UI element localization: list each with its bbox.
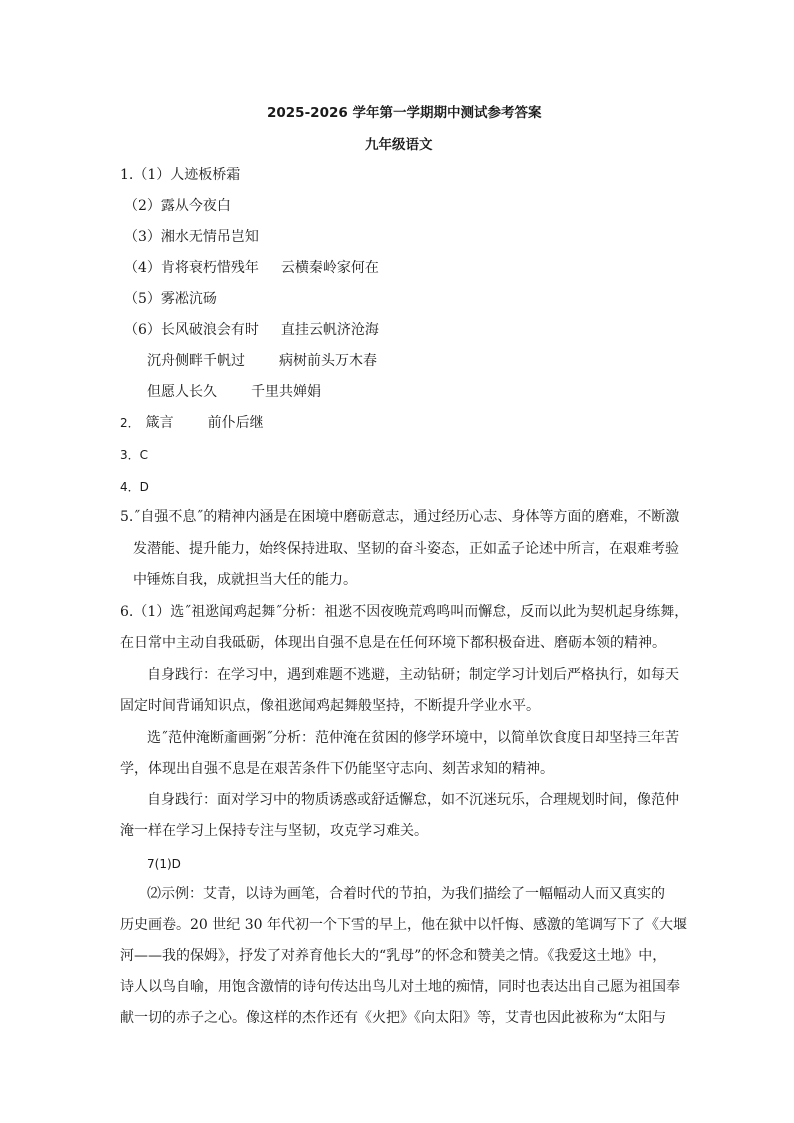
q3-answer: 3．C [120, 448, 149, 462]
q5-line-1: 5.˝自强不息˝的精神内涵是在困境中磨砺意志，通过经历心志、身体等方面的磨难，不断激 [120, 509, 680, 525]
q1-answer-6-part4: 病树前头万木春 [279, 353, 377, 369]
q5-line-2: 发潜能、提升能力，始终保持进取、坚韧的奋斗姿态，正如孟子论述中所言，在艰难考验 [133, 541, 679, 557]
q1-answer-6-line3 [147, 383, 321, 401]
q7-line-3: 历史画卷。20 世纪 30 年代初一个下雪的早上，他在狱中以忏悔、感激的笔调写下了《大堰 [120, 917, 687, 933]
q7-line-4: 河——我的保姆》，抒发了对养育他长大的“乳母”的怀念和赞美之情。《我爱这土地》中， [120, 948, 667, 964]
q4-answer: 4．D [120, 480, 149, 494]
q1-answer-3: （3）湘水无情吊岂知 [124, 229, 259, 245]
q1-answer-6-part1: （6）长风破浪会有时 [124, 322, 259, 338]
q1-answer-6-part2: 直挂云帆济沧海 [280, 322, 379, 338]
q6-line-3: 自身践行：在学习中，遇到难题不逃避，主动钻研；制定学习计划后严格执行，如每天 [147, 667, 679, 683]
q6-line-8: 淹一样在学习上保持专注与坚韧，攻克学习难关。 [120, 823, 428, 839]
q2-answer-a: 箴言 [145, 415, 174, 431]
q1-answer-4-part2: 云横秦岭家何在 [280, 260, 379, 276]
q7-line-5: 诗人以鸟自喻，用饱含激情的诗句传达出鸟儿对土地的痴情，同时也表达出自己愿为祖国奉 [120, 979, 680, 995]
q6-line-6: 学，体现出自强不息是在艰苦条件下仍能坚守志向、刻苦求知的精神。 [120, 761, 554, 777]
q1-answer-1: 1.（1）人迹板桥霜 [120, 167, 241, 183]
q6-line-5: 选˝范仲淹断齑画粥˝分析：范仲淹在贫困的修学环境中，以简单饮食度日却坚持三年苦 [147, 730, 679, 746]
q6-line-4: 固定时间背诵知识点，像祖逖闻鸡起舞般坚持，不断提升学业水平。 [120, 698, 540, 714]
q1-answer-6-part5: 但愿人长久 [147, 384, 217, 400]
q1-answer-6-line2 [147, 352, 377, 370]
q1-answer-6 [124, 321, 379, 339]
q6-line-7: 自身践行：面对学习中的物质诱惑或舒适懈怠，如不沉迷玩乐，合理规划时间，像范仲 [147, 792, 679, 808]
q5-line-3: 中锤炼自我，成就担当大任的能力。 [133, 572, 357, 588]
q1-answer-2: （2）露从今夜白 [124, 198, 231, 214]
document-title: 2025-2026 学年第一学期期中测试参考答案 [267, 105, 542, 121]
document-subtitle: 九年级语文 [365, 137, 433, 153]
q7-line-6: 献一切的赤子之心。像这样的杰作还有《火把》《向太阳》等，艾青也因此被称为“太阳与 [120, 1010, 667, 1026]
q6-line-2: 在日常中主动自我砥砺，体现出自强不息是在任何环境下都积极奋进、磨砺本领的精神。 [120, 635, 666, 651]
q1-answer-6-part6: 千里共婵娟 [251, 384, 321, 400]
q1-answer-4-part1: （4）肯将衰朽惜残年 [124, 260, 259, 276]
q7-line-2: ⑵示例：艾青，以诗为画笔，合着时代的节拍，为我们描绘了一幅幅动人而又真实的 [147, 886, 665, 902]
q7-line-1: 7(1)D [147, 857, 181, 871]
q2-answer [120, 414, 264, 432]
q1-answer-4 [124, 259, 379, 277]
q2-number: 2． [120, 416, 140, 430]
q1-answer-6-part3: 沉舟侧畔千帆过 [147, 353, 245, 369]
q6-line-1: 6.（1）选˝祖逖闻鸡起舞˝分析：祖逖不因夜晚荒鸡鸣叫而懈怠，反而以此为契机起身练舞， [120, 604, 689, 620]
q1-answer-5: （5）雾凇沆砀 [124, 291, 217, 307]
q2-answer-b: 前仆后继 [207, 415, 264, 431]
